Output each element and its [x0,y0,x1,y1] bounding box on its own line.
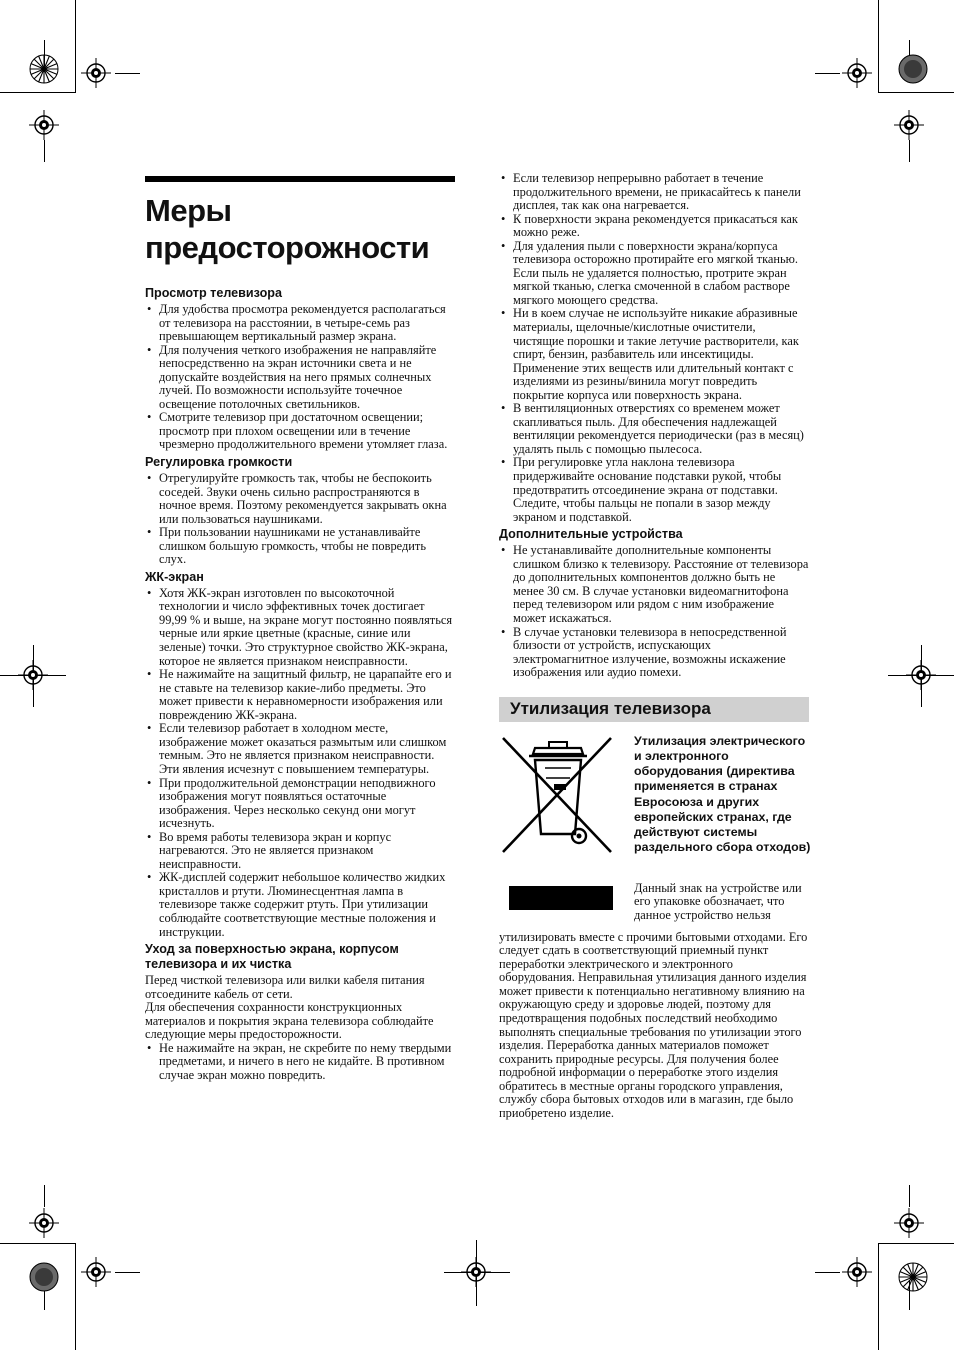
lcd-list [145,587,455,939]
registration-mark-icon [29,1208,59,1238]
weee-body-text: утилизировать вместе с прочими бытовыми отходами. Его следует сдать в соответствующий приемный пункт переработки электрического и электронного оборудования. Неправильная утилизация данного изделия может привести к потенциально негативному влиянию на окружающую среду и здоровье людей, поэтому для предотвращения подобных последствий необходимо выполнять специальные требования по утилизации этого изделия. Переработка данных материалов поможет сохранить природные ресурсы. Для получения более подробной информации о переработке этого изделия обратитесь в местные органы городского управления, службу сбора бытовых отходов или в магазин, где было приобретено изделие. [499,929,808,1120]
section-heading-viewing: Просмотр телевизора [145,286,282,300]
section-heading-accessories: Дополнительные устройства [499,527,683,542]
registration-mark-icon [461,1257,491,1287]
color-target-icon [898,1262,928,1292]
list-item: • Ни в коем случае не используйте никакие абразивные материалы, щелочные/кислотные очистители, чистящие порошки и такие летучие растворители, как спирт, бензин, разбавитель или инсектициды. Применение этих веществ или длительный контакт с изделиями из резины/винила могут повредить покрытие корпуса или поверхность экрана. [499,307,809,402]
section-heading-volume: Регулировка громкости [145,455,293,470]
registration-mark-icon [894,1208,924,1238]
list-item: • Если телевизор работает в холодном месте, изображение может оказаться размытым или слишком темным. Это не является признаком неисправности. Эти явления исчезнут с повышением температуры. [145,722,455,776]
accessories-list [499,544,809,679]
section-heading-lcd: ЖК-экран [145,569,204,584]
page-title-line: Меры [145,193,232,228]
list-item: • Для удаления пыли с поверхности экрана/корпуса телевизора осторожно протирайте его мягкой тканью. Если пыль не удаляется полностью, протрите экран мягкой тканью, слегка смоченной в слабом растворе мягкого моющего средства. [499,240,809,308]
registration-mark-icon [906,660,936,690]
weee-intro-text: Данный знак на устройстве или его упаковке обозначает, что данное устройство нельзя [634,880,802,922]
section-heading-care: Уход за поверхностью экрана, корпусом телевизора и их чистка [145,942,399,972]
list-item: • Отрегулируйте громкость так, чтобы не беспокоить соседей. Звуки очень сильно распространяются в ночное время. Поэтому рекомендуется закрывать окна или пользоваться наушниками. [145,472,455,526]
registration-mark-icon [842,1257,872,1287]
registration-mark-icon [842,58,872,88]
page-title [145,192,455,266]
registration-mark-icon [81,58,111,88]
list-item: • К поверхности экрана рекомендуется прикасаться как можно реже. [499,213,809,240]
list-item: • Для удобства просмотра рекомендуется располагаться от телевизора на расстоянии, в четыре-семь раз превышающем вертикальный размер экрана. [145,303,455,344]
care-list-left [145,1042,455,1083]
list-item: • Для получения четкого изображения не направляйте непосредственно на экран источники света и не допускайте воздействия на него прямых солнечных лучей. По возможности используйте точечное освещение потолочных светильников. [145,344,455,412]
registration-mark-icon [894,110,924,140]
care-paragraph: Для обеспечения сохранности конструкционных материалов и покрытия экрана телевизора соблюдайте следующие меры предосторожности. [145,1000,434,1042]
weee-block [499,734,809,931]
right-column [499,172,809,1120]
registration-mark-icon [18,660,48,690]
list-item: • Не нажимайте на защитный фильтр, не царапайте его и не ставьте на телевизор какие-либо предметы. Это может привести к неравномерности изображения или повреждению ЖК-экрана. [145,668,455,722]
list-item: • Если телевизор непрерывно работает в течение продолжительного времени, не прикасайтесь к панели дисплея, так как она нагревается. [499,172,809,213]
list-item: • Хотя ЖК-экран изготовлен по высокоточной технологии и число эффективных точек достигает 99,99 % и выше, на экране могут постоянно появляться черные или яркие цветные (красные, синие или зеленые) точки. Это структурное свойство ЖК-экрана, которое не является признаком неисправности. [145,587,455,668]
list-item: • В вентиляционных отверстиях со временем может скапливаться пыль. Для обеспечения надлежащей вентиляции рекомендуется периодически (раз в месяц) удалять пыль с помощью пылесоса. [499,402,809,456]
title-rule [145,176,455,182]
list-item: • При продолжительной демонстрации неподвижного изображения могут появляться остаточные изображения. Через несколько секунд они могут исчезнуть. [145,777,455,831]
list-item: • Не нажимайте на экран, не скребите по нему твердыми предметами, и ничего в него не кидайте. В противном случае экран можно повредить. [145,1042,455,1083]
care-list-right [499,172,809,524]
volume-list [145,472,455,567]
crossed-out-wheeled-bin-icon [499,734,617,914]
weee-heading: Утилизация электрического и электронного оборудования (директива применяется в странах Евросоюза и других европейских странах, где действуют системы раздельного сбора отходов) [634,733,811,855]
list-item: • Смотрите телевизор при достаточном освещении; просмотр при плохом освещении или в течение чрезмерно продолжительного времени утомляет глаза. [145,411,455,452]
color-target-icon [898,54,928,84]
disposal-section-band [499,697,809,722]
registration-mark-icon [29,110,59,140]
list-item: • При пользовании наушниками не устанавливайте слишком большую громкость, чтобы не повредить слух. [145,526,455,567]
list-item: • Во время работы телевизора экран и корпус нагреваются. Это не является признаком неисправности. [145,831,455,872]
registration-mark-icon [81,1257,111,1287]
list-item: • Не устанавливайте дополнительные компоненты слишком близко к телевизору. Расстояние от телевизора до дополнительных компонентов должно быть не менее 30 см. В случае установки видеомагнитофона перед телевизором или рядом с ним изображение может искажаться. [499,544,809,625]
list-item: • В случае установки телевизора в непосредственной близости от устройств, испускающих электромагнитное излучение, возможны искажение изображения или аудио помехи. [499,626,809,680]
viewing-list [145,303,455,452]
list-item: • ЖК-дисплей содержит небольшое количество жидких кристаллов и ртути. Люминесцентная лампа в телевизоре также содержит ртуть. При утилизации соблюдайте соответствующие местные положения и инструкции. [145,871,455,939]
list-item: • При регулировке угла наклона телевизора придерживайте основание подставки рукой, чтобы предотвратить отсоединение экрана от подставки. Следите, чтобы пальцы не попали в зазор между экраном и подставкой. [499,456,809,524]
left-column [145,176,455,1082]
care-paragraph: Перед чисткой телевизора или вилки кабеля питания отсоедините кабель от сети. [145,973,425,1001]
disposal-section-title: Утилизация телевизора [510,699,711,719]
color-target-icon [29,1262,59,1292]
color-target-icon [29,54,59,84]
page-title-line: предосторожности [145,230,430,265]
